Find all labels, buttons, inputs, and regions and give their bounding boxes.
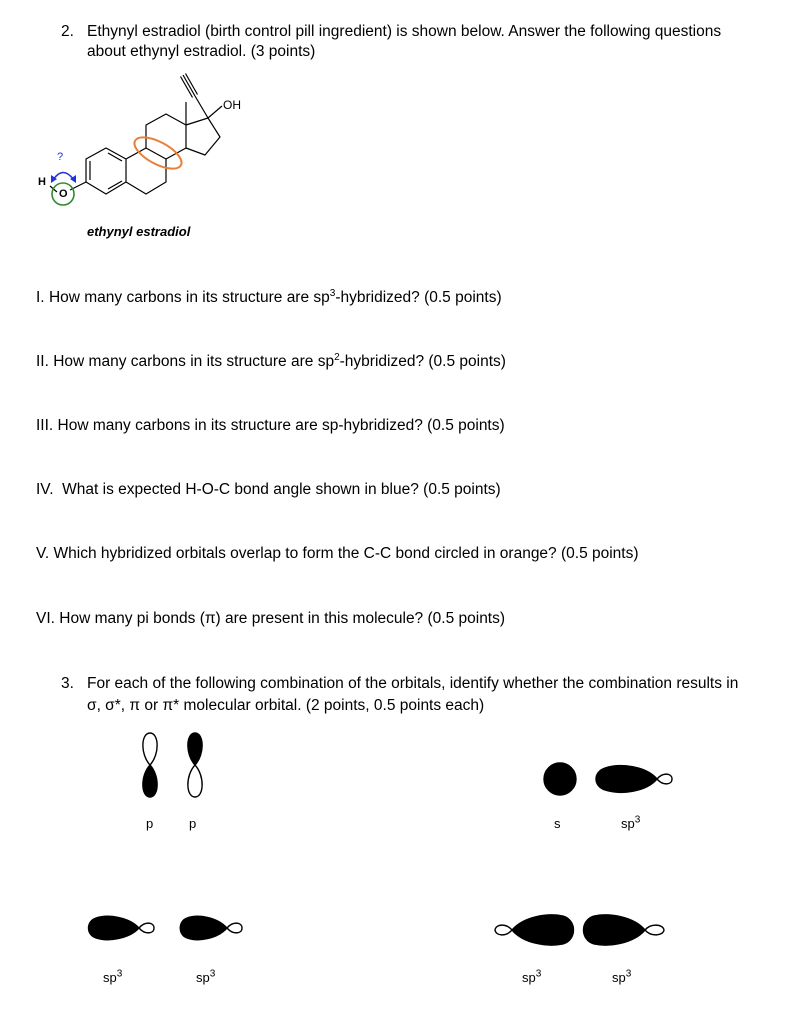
oh-label: OH	[223, 98, 241, 112]
question-ii: II. How many carbons in its structure are $sp^2$-hybridized? (0.5 points)	[36, 351, 506, 370]
molecule-caption: ethynyl estradiol	[87, 224, 191, 239]
question-i: I. How many carbons in its structure are $sp^3$-hybridized? (0.5 points)	[36, 287, 502, 306]
question-iii: III. How many carbons in its structure are sp-hybridized? (0.5 points)	[36, 417, 505, 434]
sp3-orbital-bottom-left-1	[89, 916, 155, 939]
label-s: s	[554, 816, 561, 831]
label-sp3-top-right: $sp^3$	[621, 814, 641, 831]
sp3-orbital-bottom-right-2	[584, 915, 665, 945]
sp3-orbital-bottom-right-1	[495, 915, 574, 945]
q3-number: 3.	[61, 675, 74, 692]
question-v: V. Which hybridized orbitals overlap to form the C-C bond circled in orange? (0.5 points)	[36, 545, 639, 562]
p-orbital-left	[143, 733, 157, 797]
q2-line1: Ethynyl estradiol (birth control pill ingredient) is shown below. Answer the following questions	[87, 23, 722, 40]
sp3-orbital-top-right	[596, 766, 672, 793]
p-orbital-right	[188, 733, 202, 797]
q3-line1: For each of the following combination of the orbitals, identify whether the combination results in	[87, 675, 739, 692]
label-p-right: p	[189, 816, 197, 831]
question-iv: IV. What is expected H-O-C bond angle shown in blue? (0.5 points)	[36, 481, 501, 498]
h-label: H	[38, 176, 46, 188]
q2-number: 2.	[61, 23, 74, 40]
q2-line2: about ethynyl estradiol. (3 points)	[87, 43, 316, 60]
question-vi: VI. How many pi bonds (π) are present in this molecule? (0.5 points)	[36, 610, 506, 627]
label-sp3-bottom-left-2: $sp^3$	[196, 968, 216, 985]
q3-line2: σ, σ*, π or π* molecular orbital. (2 points, 0.5 points each)	[87, 697, 485, 714]
label-p-left: p	[146, 816, 154, 831]
label-sp3-bottom-right-2: $sp^3$	[612, 968, 632, 985]
label-sp3-bottom-left-1: $sp^3$	[103, 968, 123, 985]
angle-label: ?	[57, 151, 64, 163]
label-sp3-bottom-right-1: $sp^3$	[522, 968, 542, 985]
o-label: O	[59, 188, 68, 200]
s-orbital	[544, 763, 576, 795]
sp3-orbital-bottom-left-2	[180, 916, 242, 939]
